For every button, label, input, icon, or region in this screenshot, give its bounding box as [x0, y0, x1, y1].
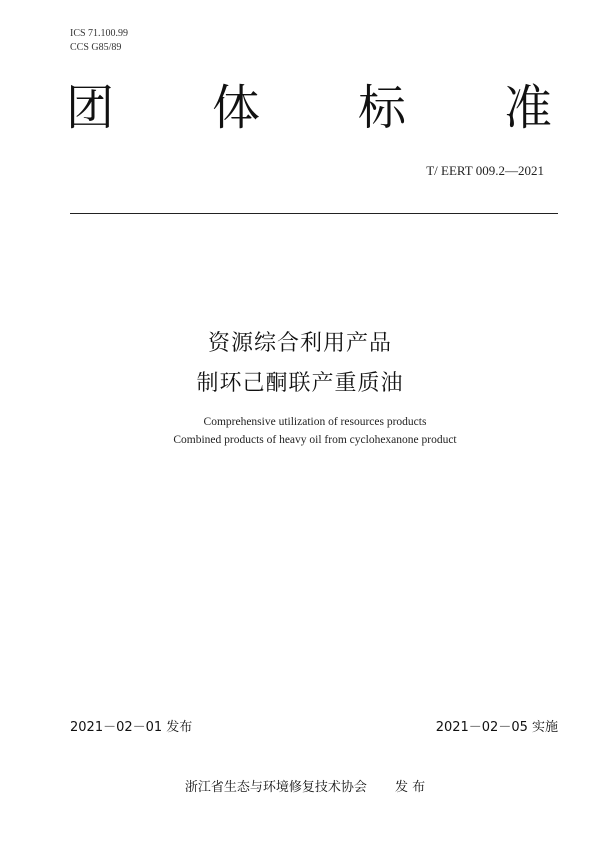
publish-action: 发 布: [394, 780, 426, 795]
implementation-date: 2021－02－05 实施: [435, 720, 558, 735]
ccs-code: CCS G85/89: [70, 42, 122, 53]
publisher-name: 浙江省生态与环境修复技术协会: [184, 780, 367, 795]
standard-number: T/ EERT 009.2—2021: [426, 163, 544, 178]
group-standard-banner: [66, 78, 556, 138]
title-cn-line-1: 资源综合利用产品: [207, 331, 392, 356]
ics-code: ICS 71.100.99: [70, 28, 129, 39]
title-en-line-1: Comprehensive utilization of resources products: [203, 416, 427, 428]
title-en-line-2: Combined products of heavy oil from cyclohexanone product: [173, 434, 457, 446]
banner-char-3: 标: [358, 80, 407, 136]
issue-date: 2021－02－01 发布: [70, 720, 193, 735]
title-cn-line-2: 制环己酮联产重质油: [196, 371, 404, 396]
header-divider: [70, 213, 558, 214]
classification-codes: [70, 27, 128, 55]
banner-char-1: 团: [66, 80, 115, 136]
banner-char-2: 体: [212, 80, 261, 136]
banner-char-4: 准: [504, 80, 553, 136]
publisher-line: [0, 776, 600, 795]
